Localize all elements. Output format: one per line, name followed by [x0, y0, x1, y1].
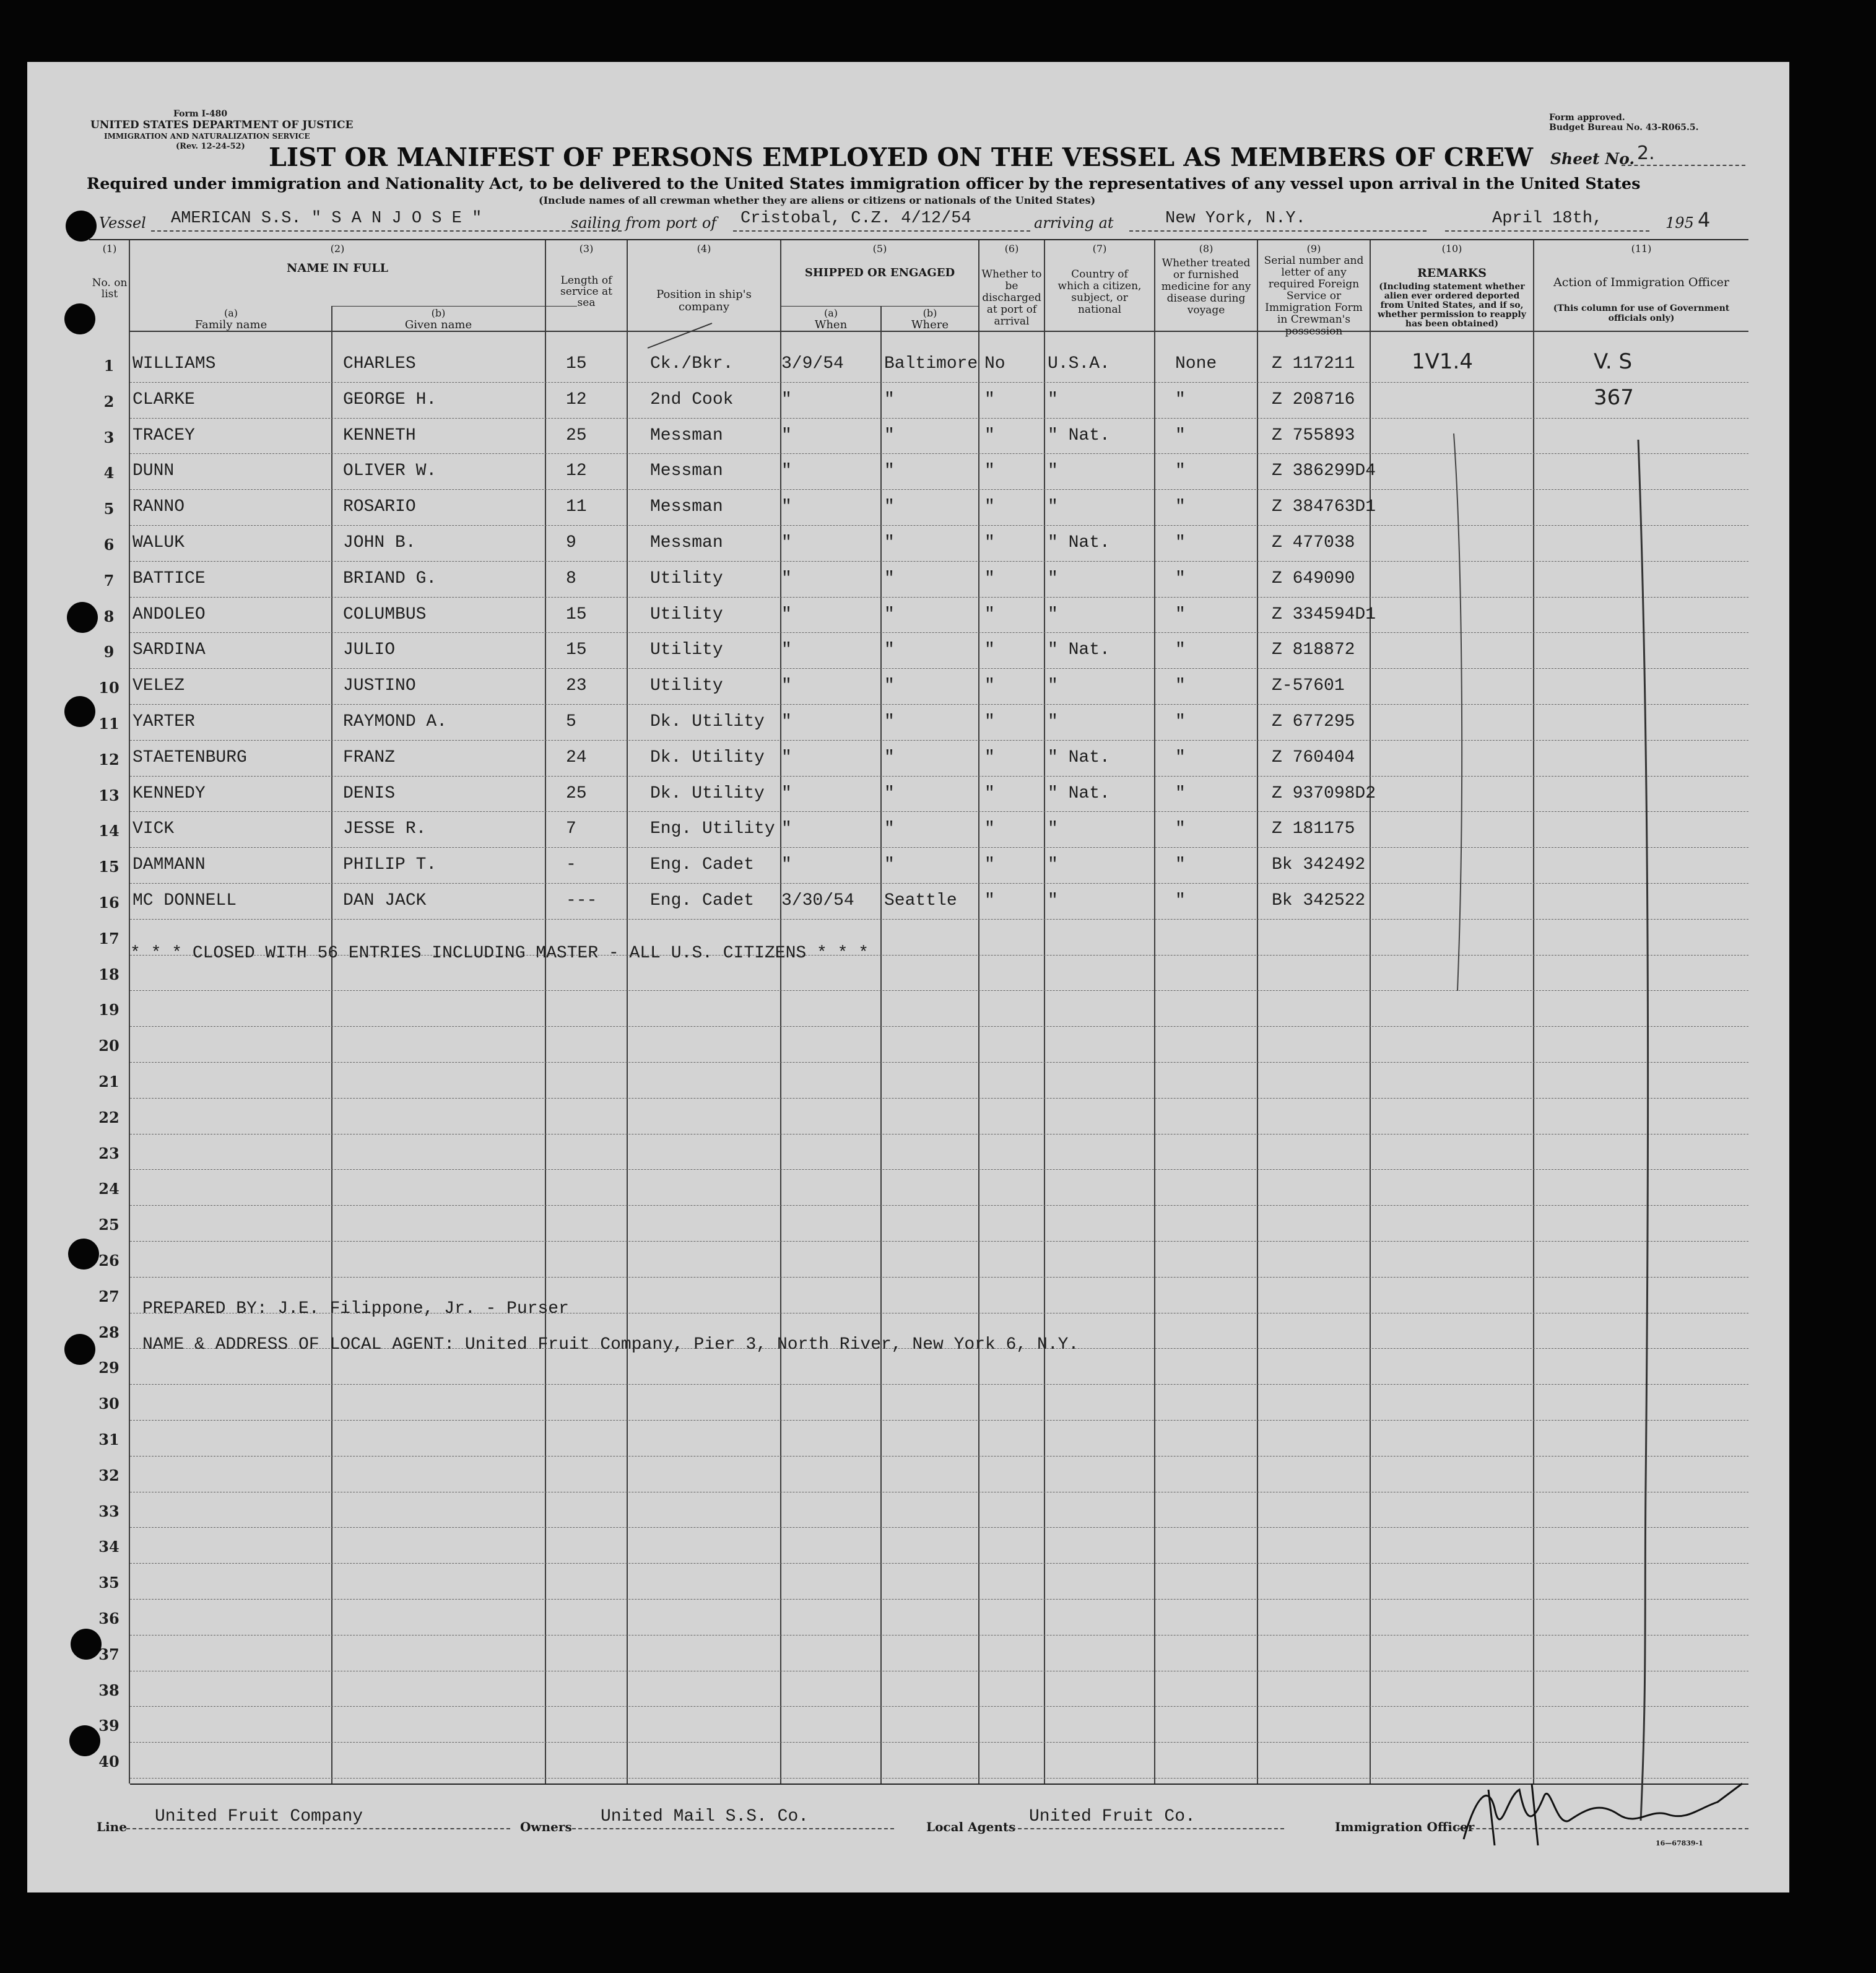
given-name: OLIVER W.: [343, 461, 437, 481]
given-name: JOHN B.: [343, 533, 416, 552]
service-length: 15: [566, 354, 587, 373]
row-number: 11: [98, 715, 119, 733]
medicine-status: None: [1175, 354, 1217, 373]
pen-stroke: [1454, 433, 1462, 991]
given-name: COLUMBUS: [343, 604, 427, 624]
discharge-status: ": [984, 604, 995, 624]
owners-value: United Mail S.S. Co.: [601, 1807, 809, 1826]
ship-position: Utility: [650, 676, 723, 696]
shipped-where: ": [884, 497, 895, 517]
country: " Nat.: [1048, 425, 1110, 445]
col4-number: (4): [697, 243, 711, 255]
shipped-when: ": [781, 819, 792, 839]
row-number: 26: [98, 1252, 119, 1270]
medicine-status: ": [1175, 891, 1186, 910]
service-length: -: [566, 855, 576, 875]
shipped-where: ": [884, 783, 895, 803]
country: ": [1048, 497, 1058, 517]
shipped-where: Baltimore: [884, 354, 978, 373]
local-agent: NAME & ADDRESS OF LOCAL AGENT: United Fruit Company, Pier 3, North River, New York 6, N.Y.: [142, 1335, 1079, 1354]
shipped-when: ": [781, 425, 792, 445]
family-name: KENNEDY: [132, 783, 206, 803]
col2-header: NAME IN FULL: [287, 261, 388, 275]
discharge-status: ": [984, 712, 995, 731]
row-number: 2: [103, 392, 115, 411]
service-length: ---: [566, 891, 597, 910]
ship-position: Eng. Utility: [650, 819, 775, 839]
row-number: 30: [98, 1395, 119, 1413]
given-name: CHARLES: [343, 354, 416, 373]
discharge-status: ": [984, 461, 995, 481]
shipped-when: ": [781, 855, 792, 875]
given-name: KENNETH: [343, 425, 416, 445]
family-name: CLARKE: [132, 390, 195, 409]
given-name: PHILIP T.: [343, 855, 437, 875]
row-number: 29: [98, 1359, 119, 1377]
row-number: 8: [103, 607, 115, 625]
medicine-status: ": [1175, 425, 1186, 445]
punch-hole: [64, 696, 95, 727]
shipped-where: ": [884, 747, 895, 767]
family-name: RANNO: [132, 497, 185, 517]
discharge-status: ": [984, 390, 995, 409]
form-number: Form I-480: [173, 109, 228, 119]
approval: Form approved.: [1549, 113, 1625, 123]
family-name: STAETENBURG: [132, 747, 247, 767]
serial-number: Z 649090: [1272, 568, 1355, 588]
punch-hole: [71, 1629, 102, 1660]
line-underline: [126, 1828, 510, 1829]
medicine-status: ": [1175, 640, 1186, 660]
line-value: United Fruit Company: [155, 1807, 363, 1826]
col2a-number: (a): [224, 307, 238, 319]
punch-hole: [68, 1239, 99, 1270]
medicine-status: ": [1175, 604, 1186, 624]
row-number: 18: [98, 965, 119, 983]
ship-position: Eng. Cadet: [650, 855, 755, 875]
country: ": [1048, 390, 1058, 409]
service-length: 5: [566, 712, 576, 731]
line-label: Line: [97, 1819, 127, 1834]
discharge-status: ": [984, 533, 995, 552]
row-number: 21: [98, 1073, 119, 1091]
col2b-number: (b): [431, 307, 446, 319]
family-name: SARDINA: [132, 640, 206, 660]
agents-underline: [1012, 1828, 1284, 1829]
shipped-where: ": [884, 461, 895, 481]
serial-number: Z 760404: [1272, 747, 1355, 767]
medicine-status: ": [1175, 712, 1186, 731]
col5a-number: (a): [823, 307, 838, 319]
medicine-status: ": [1175, 533, 1186, 552]
family-name: YARTER: [132, 712, 195, 731]
serial-number: Z 384763D1: [1272, 497, 1376, 517]
col5b-number: (b): [923, 307, 937, 319]
arriving-label: arriving at: [1034, 214, 1114, 232]
shipped-when: ": [781, 390, 792, 409]
row-number: 7: [103, 571, 115, 590]
service: IMMIGRATION AND NATURALIZATION SERVICE: [104, 132, 310, 141]
col6-number: (6): [1004, 243, 1019, 255]
sailing-label: sailing from port of: [571, 214, 717, 232]
medicine-status: ": [1175, 461, 1186, 481]
col1-number: (1): [102, 243, 117, 255]
budget-number: Budget Bureau No. 43-R065.5.: [1549, 123, 1699, 133]
country: ": [1048, 891, 1058, 910]
row-number: 40: [98, 1753, 119, 1771]
family-name: BATTICE: [132, 568, 206, 588]
col5b-header: Where: [911, 318, 949, 331]
shipped-where: ": [884, 640, 895, 660]
row-number: 19: [98, 1001, 119, 1019]
family-name: VICK: [132, 819, 175, 839]
row-number: 25: [98, 1216, 119, 1234]
country: ": [1048, 712, 1058, 731]
ship-position: Ck./Bkr.: [650, 354, 734, 373]
service-length: 15: [566, 640, 587, 660]
medicine-status: ": [1175, 676, 1186, 696]
ship-position: Utility: [650, 604, 723, 624]
officer-label: Immigration Officer: [1335, 1819, 1475, 1834]
serial-number: Z 386299D4: [1272, 461, 1376, 481]
discharge-status: ": [984, 747, 995, 767]
serial-number: Z 477038: [1272, 533, 1355, 552]
serial-number: Z-57601: [1272, 676, 1345, 696]
row-number: 38: [98, 1681, 119, 1699]
shipped-where: ": [884, 819, 895, 839]
family-name: WILLIAMS: [132, 354, 216, 373]
shipped-where: ": [884, 425, 895, 445]
family-name: TRACEY: [132, 425, 195, 445]
row-number: 14: [98, 822, 119, 840]
sailing-port: Cristobal, C.Z. 4/12/54: [740, 209, 971, 228]
col6-header: Whether to be discharged at port of arrival: [981, 268, 1042, 328]
service-length: 15: [566, 604, 587, 624]
family-name: WALUK: [132, 533, 185, 552]
row-number: 23: [98, 1144, 119, 1162]
arriving-port: New York, N.Y.: [1165, 209, 1306, 228]
remarks: 1V1.4: [1412, 349, 1473, 374]
discharge-status: ": [984, 891, 995, 910]
ship-position: Messman: [650, 461, 723, 481]
service-length: 24: [566, 747, 587, 767]
row-number: 12: [98, 750, 119, 769]
col9-number: (9): [1306, 243, 1321, 255]
sheet-number: 2.: [1637, 142, 1655, 164]
agents-label: Local Agents: [926, 1819, 1016, 1834]
shipped-when: ": [781, 461, 792, 481]
medicine-status: ": [1175, 747, 1186, 767]
col5a-header: When: [814, 318, 848, 331]
vessel-name: AMERICAN S.S. " S A N J O S E ": [171, 209, 482, 228]
col5-header: SHIPPED OR ENGAGED: [804, 266, 955, 279]
col7-header: Country of which a citizen, subject, or national: [1057, 268, 1142, 316]
officer-signature: [1451, 1771, 1761, 1852]
ship-position: Eng. Cadet: [650, 891, 755, 910]
row-number: 33: [98, 1502, 119, 1520]
ship-position: Messman: [650, 533, 723, 552]
row-number: 27: [98, 1287, 119, 1305]
serial-number: Bk 342492: [1272, 855, 1366, 875]
given-name: DENIS: [343, 783, 396, 803]
shipped-when: ": [781, 533, 792, 552]
row-number: 17: [98, 929, 119, 947]
row-number: 37: [98, 1645, 119, 1663]
row-number: 6: [103, 536, 115, 554]
shipped-when: ": [781, 712, 792, 731]
medicine-status: ": [1175, 819, 1186, 839]
serial-number: Bk 342522: [1272, 891, 1366, 910]
ship-position: Dk. Utility: [650, 712, 765, 731]
discharge-status: ": [984, 783, 995, 803]
closed-note: * * * CLOSED WITH 56 ENTRIES INCLUDING MASTER - ALL U.S. CITIZENS * * *: [130, 944, 869, 963]
given-name: FRANZ: [343, 747, 396, 767]
family-name: MC DONNELL: [132, 891, 237, 910]
serial-number: Z 334594D1: [1272, 604, 1376, 624]
medicine-status: ": [1175, 497, 1186, 517]
col3-header: Length of service at sea: [560, 274, 612, 309]
given-name: JUSTINO: [343, 676, 416, 696]
sheet-label: Sheet No.: [1550, 150, 1635, 168]
shipped-when: 3/30/54: [781, 891, 854, 910]
row-number: 9: [103, 643, 115, 661]
serial-number: Z 937098D2: [1272, 783, 1376, 803]
country: " Nat.: [1048, 783, 1110, 803]
shipped-when: 3/9/54: [781, 354, 844, 373]
country: ": [1048, 461, 1058, 481]
discharge-status: ": [984, 855, 995, 875]
department: UNITED STATES DEPARTMENT OF JUSTICE: [90, 119, 354, 131]
punch-hole: [66, 211, 97, 242]
serial-number: Z 677295: [1272, 712, 1355, 731]
service-length: 11: [566, 497, 587, 517]
service-length: 23: [566, 676, 587, 696]
serial-number: Z 117211: [1272, 354, 1355, 373]
service-length: 12: [566, 461, 587, 481]
owners-underline: [572, 1828, 894, 1829]
ship-position: Utility: [650, 640, 723, 660]
row-number: 10: [98, 679, 119, 697]
year-prefix: 195: [1665, 214, 1694, 232]
col4-header: Position in ship's company: [656, 288, 752, 313]
medicine-status: ": [1175, 390, 1186, 409]
col11-header: Action of Immigration Officer: [1553, 276, 1730, 289]
service-length: 12: [566, 390, 587, 409]
owners-label: Owners: [520, 1819, 572, 1834]
discharge-status: ": [984, 425, 995, 445]
ship-position: Utility: [650, 568, 723, 588]
year-suffix: 4: [1698, 208, 1711, 232]
ship-position: Messman: [650, 497, 723, 517]
col7-number: (7): [1092, 243, 1107, 255]
discharge-status: ": [984, 676, 995, 696]
given-name: ROSARIO: [343, 497, 416, 517]
serial-number: Z 755893: [1272, 425, 1355, 445]
service-length: 9: [566, 533, 576, 552]
col10-note: (Including statement whether alien ever ordered deported from United States, and if so, whether permission to reapply has been obtained): [1378, 282, 1526, 329]
pen-stroke: [648, 323, 712, 348]
punch-hole: [64, 303, 95, 334]
hand-marks: [27, 62, 1789, 1892]
arrival-date: April 18th,: [1492, 209, 1603, 228]
row-number: 35: [98, 1574, 119, 1592]
col5-number: (5): [872, 243, 887, 255]
given-name: DAN JACK: [343, 891, 427, 910]
punch-hole: [67, 602, 98, 633]
row-number: 34: [98, 1538, 119, 1556]
shipped-where: Seattle: [884, 891, 957, 910]
shipped-when: ": [781, 783, 792, 803]
col1-header: No. on list: [92, 277, 128, 300]
medicine-status: ": [1175, 568, 1186, 588]
punch-hole: [64, 1334, 95, 1365]
col8-header: Whether treated or furnished medicine for any disease during voyage: [1161, 257, 1251, 316]
col3-number: (3): [579, 243, 594, 255]
prepared-by: PREPARED BY: J.E. Filippone, Jr. - Purser: [142, 1299, 569, 1318]
shipped-when: ": [781, 747, 792, 767]
row-number: 1: [103, 357, 115, 375]
row-number: 5: [103, 500, 115, 518]
ship-position: Dk. Utility: [650, 747, 765, 767]
serial-number: Z 181175: [1272, 819, 1355, 839]
subtitle: Required under immigration and Nationality Act, to be delivered to the United States immigration officer by the representatives of any vessel upon arrival in the United States: [87, 175, 1641, 193]
ship-position: Messman: [650, 425, 723, 445]
vessel-label: Vessel: [99, 214, 146, 232]
shipped-when: ": [781, 568, 792, 588]
row-number: 16: [98, 894, 119, 912]
row-number: 31: [98, 1431, 119, 1448]
shipped-when: ": [781, 604, 792, 624]
punch-hole: [69, 1725, 100, 1756]
country: " Nat.: [1048, 533, 1110, 552]
officer-action: 367: [1594, 385, 1634, 410]
given-name: BRIAND G.: [343, 568, 437, 588]
discharge-status: ": [984, 568, 995, 588]
country: " Nat.: [1048, 640, 1110, 660]
family-name: ANDOLEO: [132, 604, 206, 624]
shipped-where: ": [884, 855, 895, 875]
col8-number: (8): [1199, 243, 1214, 255]
col10-header: REMARKS: [1417, 266, 1487, 280]
row-number: 13: [98, 786, 119, 804]
agents-value: United Fruit Co.: [1029, 1807, 1196, 1826]
revision: (Rev. 12-24-52): [176, 142, 245, 151]
shipped-where: ": [884, 533, 895, 552]
officer-action: V. S: [1594, 349, 1633, 374]
row-number: 24: [98, 1180, 119, 1198]
service-length: 7: [566, 819, 576, 839]
manifest-sheet: [27, 62, 1789, 1892]
row-number: 39: [98, 1717, 119, 1735]
service-length: 25: [566, 783, 587, 803]
row-number: 20: [98, 1037, 119, 1055]
page-title: LIST OR MANIFEST OF PERSONS EMPLOYED ON THE VESSEL AS MEMBERS OF CREW: [269, 142, 1533, 172]
row-number: 28: [98, 1323, 119, 1341]
row-number: 22: [98, 1108, 119, 1126]
shipped-when: ": [781, 640, 792, 660]
col11-note: (This column for use of Government officials only): [1553, 303, 1730, 323]
serial-number: Z 208716: [1272, 390, 1355, 409]
country: U.S.A.: [1048, 354, 1110, 373]
country: " Nat.: [1048, 747, 1110, 767]
given-name: JULIO: [343, 640, 396, 660]
row-number: 15: [98, 858, 119, 876]
col9-header: Serial number and letter of any required Foreign Service or Immigration Form in Crewman's possession: [1264, 255, 1364, 338]
family-name: DAMMANN: [132, 855, 206, 875]
shipped-where: ": [884, 712, 895, 731]
country: ": [1048, 855, 1058, 875]
col11-number: (11): [1631, 243, 1652, 255]
row-number: 3: [103, 428, 115, 446]
medicine-status: ": [1175, 783, 1186, 803]
col2b-header: Given name: [404, 318, 472, 331]
discharge-status: ": [984, 819, 995, 839]
col2-number: (2): [330, 243, 345, 255]
family-name: VELEZ: [132, 676, 185, 696]
ship-position: Dk. Utility: [650, 783, 765, 803]
service-length: 8: [566, 568, 576, 588]
given-name: JESSE R.: [343, 819, 427, 839]
country: ": [1048, 819, 1058, 839]
col10-number: (10): [1441, 243, 1462, 255]
discharge-status: ": [984, 497, 995, 517]
pen-stroke: [1638, 440, 1648, 1821]
country: ": [1048, 604, 1058, 624]
discharge-status: No: [984, 354, 1005, 373]
family-name: DUNN: [132, 461, 175, 481]
given-name: GEORGE H.: [343, 390, 437, 409]
given-name: RAYMOND A.: [343, 712, 448, 731]
shipped-where: ": [884, 676, 895, 696]
medicine-status: ": [1175, 855, 1186, 875]
row-number: 36: [98, 1609, 119, 1627]
shipped-when: ": [781, 676, 792, 696]
discharge-status: ": [984, 640, 995, 660]
ship-position: 2nd Cook: [650, 390, 734, 409]
shipped-where: ": [884, 568, 895, 588]
shipped-when: ": [781, 497, 792, 517]
serial-number: Z 818872: [1272, 640, 1355, 660]
service-length: 25: [566, 425, 587, 445]
include-note: (Include names of all crewman whether they are aliens or citizens or nationals of the United States): [539, 194, 1096, 206]
shipped-where: ": [884, 390, 895, 409]
footer-code: 16—67839-1: [1656, 1839, 1703, 1847]
row-number: 4: [103, 464, 115, 482]
country: ": [1048, 568, 1058, 588]
row-number: 32: [98, 1466, 119, 1484]
shipped-where: ": [884, 604, 895, 624]
col2a-header: Family name: [194, 318, 267, 331]
country: ": [1048, 676, 1058, 696]
